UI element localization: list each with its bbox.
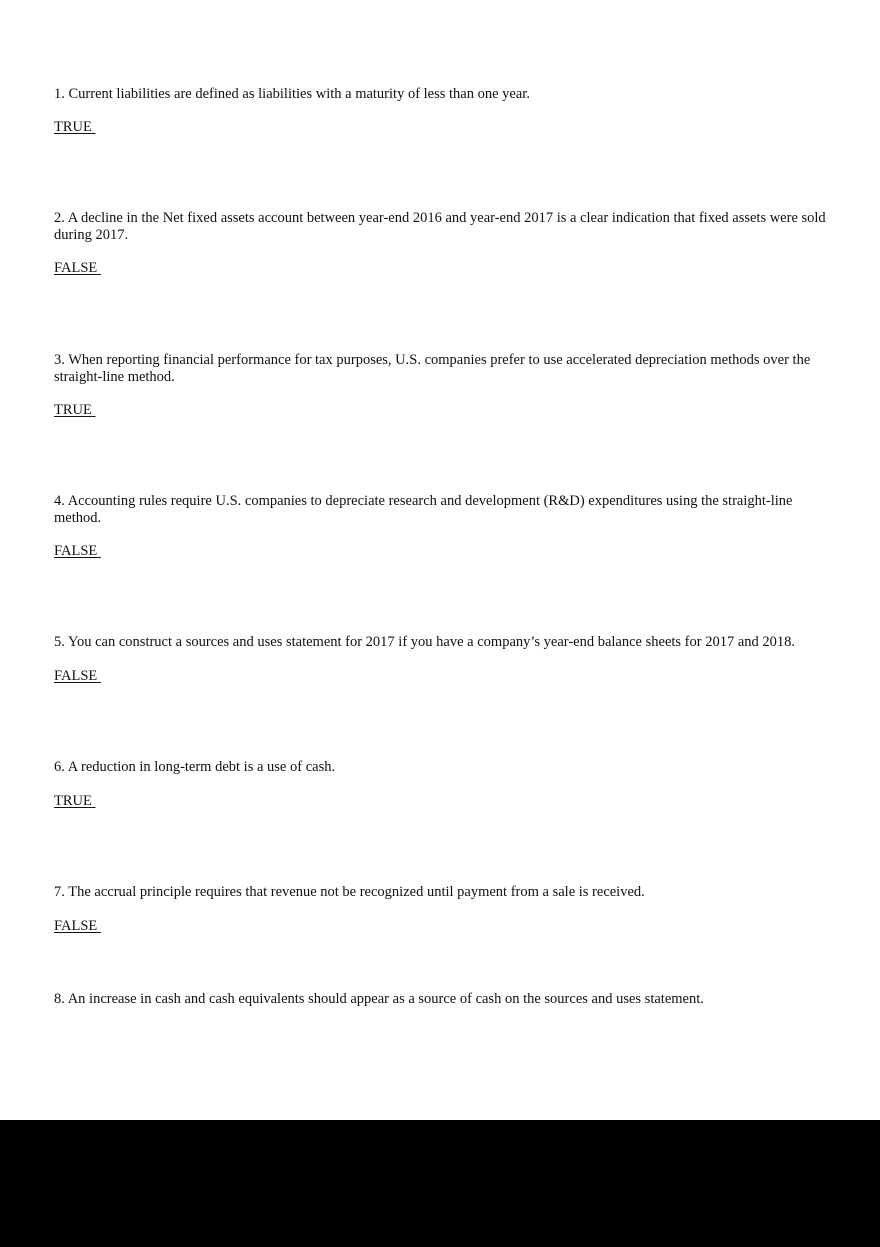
- question-text: An increase in cash and cash equivalents should appear as a source of cash on the sources and uses statement.: [67, 991, 704, 1007]
- question-text: The accrual principle requires that revenue not be recognized until payment from a sale is received.: [68, 884, 645, 900]
- question-7: [54, 884, 829, 901]
- answer-1: TRUE: [54, 119, 92, 135]
- answer-5: FALSE: [54, 668, 98, 684]
- question-5: [54, 634, 829, 651]
- answer-4: FALSE: [54, 543, 98, 559]
- black-bar: [0, 1120, 880, 1247]
- question-text: You can construct a sources and uses statement for 2017 if you have a company’s year-end balance sheets for 2017 and 2018.: [67, 634, 796, 650]
- question-2: [54, 210, 829, 244]
- answer-3: TRUE: [54, 402, 92, 418]
- answer-6: TRUE: [54, 793, 92, 809]
- question-text: Current liabilities are defined as liabilities with a maturity of less than one year.: [68, 86, 530, 102]
- question-number: 3.: [54, 352, 65, 368]
- question-number: 4.: [54, 493, 65, 509]
- question-8: [54, 991, 829, 1008]
- question-text: A reduction in long-term debt is a use of cash.: [67, 759, 336, 775]
- question-number: 1.: [54, 86, 65, 102]
- question-number: 8.: [54, 991, 65, 1007]
- question-text: A decline in the Net fixed assets account between year-end 2016 and year-end 2017 is a clear indication that fixed assets were sold during 2017.: [54, 210, 826, 243]
- answer-2: FALSE: [54, 260, 98, 276]
- question-6: [54, 759, 829, 776]
- question-number: 7.: [54, 884, 65, 900]
- question-3: [54, 352, 829, 386]
- question-1: [54, 86, 829, 103]
- question-4: [54, 493, 829, 527]
- answer-7: FALSE: [54, 918, 98, 934]
- question-number: 5.: [54, 634, 65, 650]
- question-text: When reporting financial performance for tax purposes, U.S. companies prefer to use accelerated depreciation methods over the straight-line method.: [54, 352, 811, 385]
- question-text: Accounting rules require U.S. companies to depreciate research and development (R&D) expenditures using the straight-line method.: [54, 493, 793, 526]
- question-number: 6.: [54, 759, 65, 775]
- question-number: 2.: [54, 210, 65, 226]
